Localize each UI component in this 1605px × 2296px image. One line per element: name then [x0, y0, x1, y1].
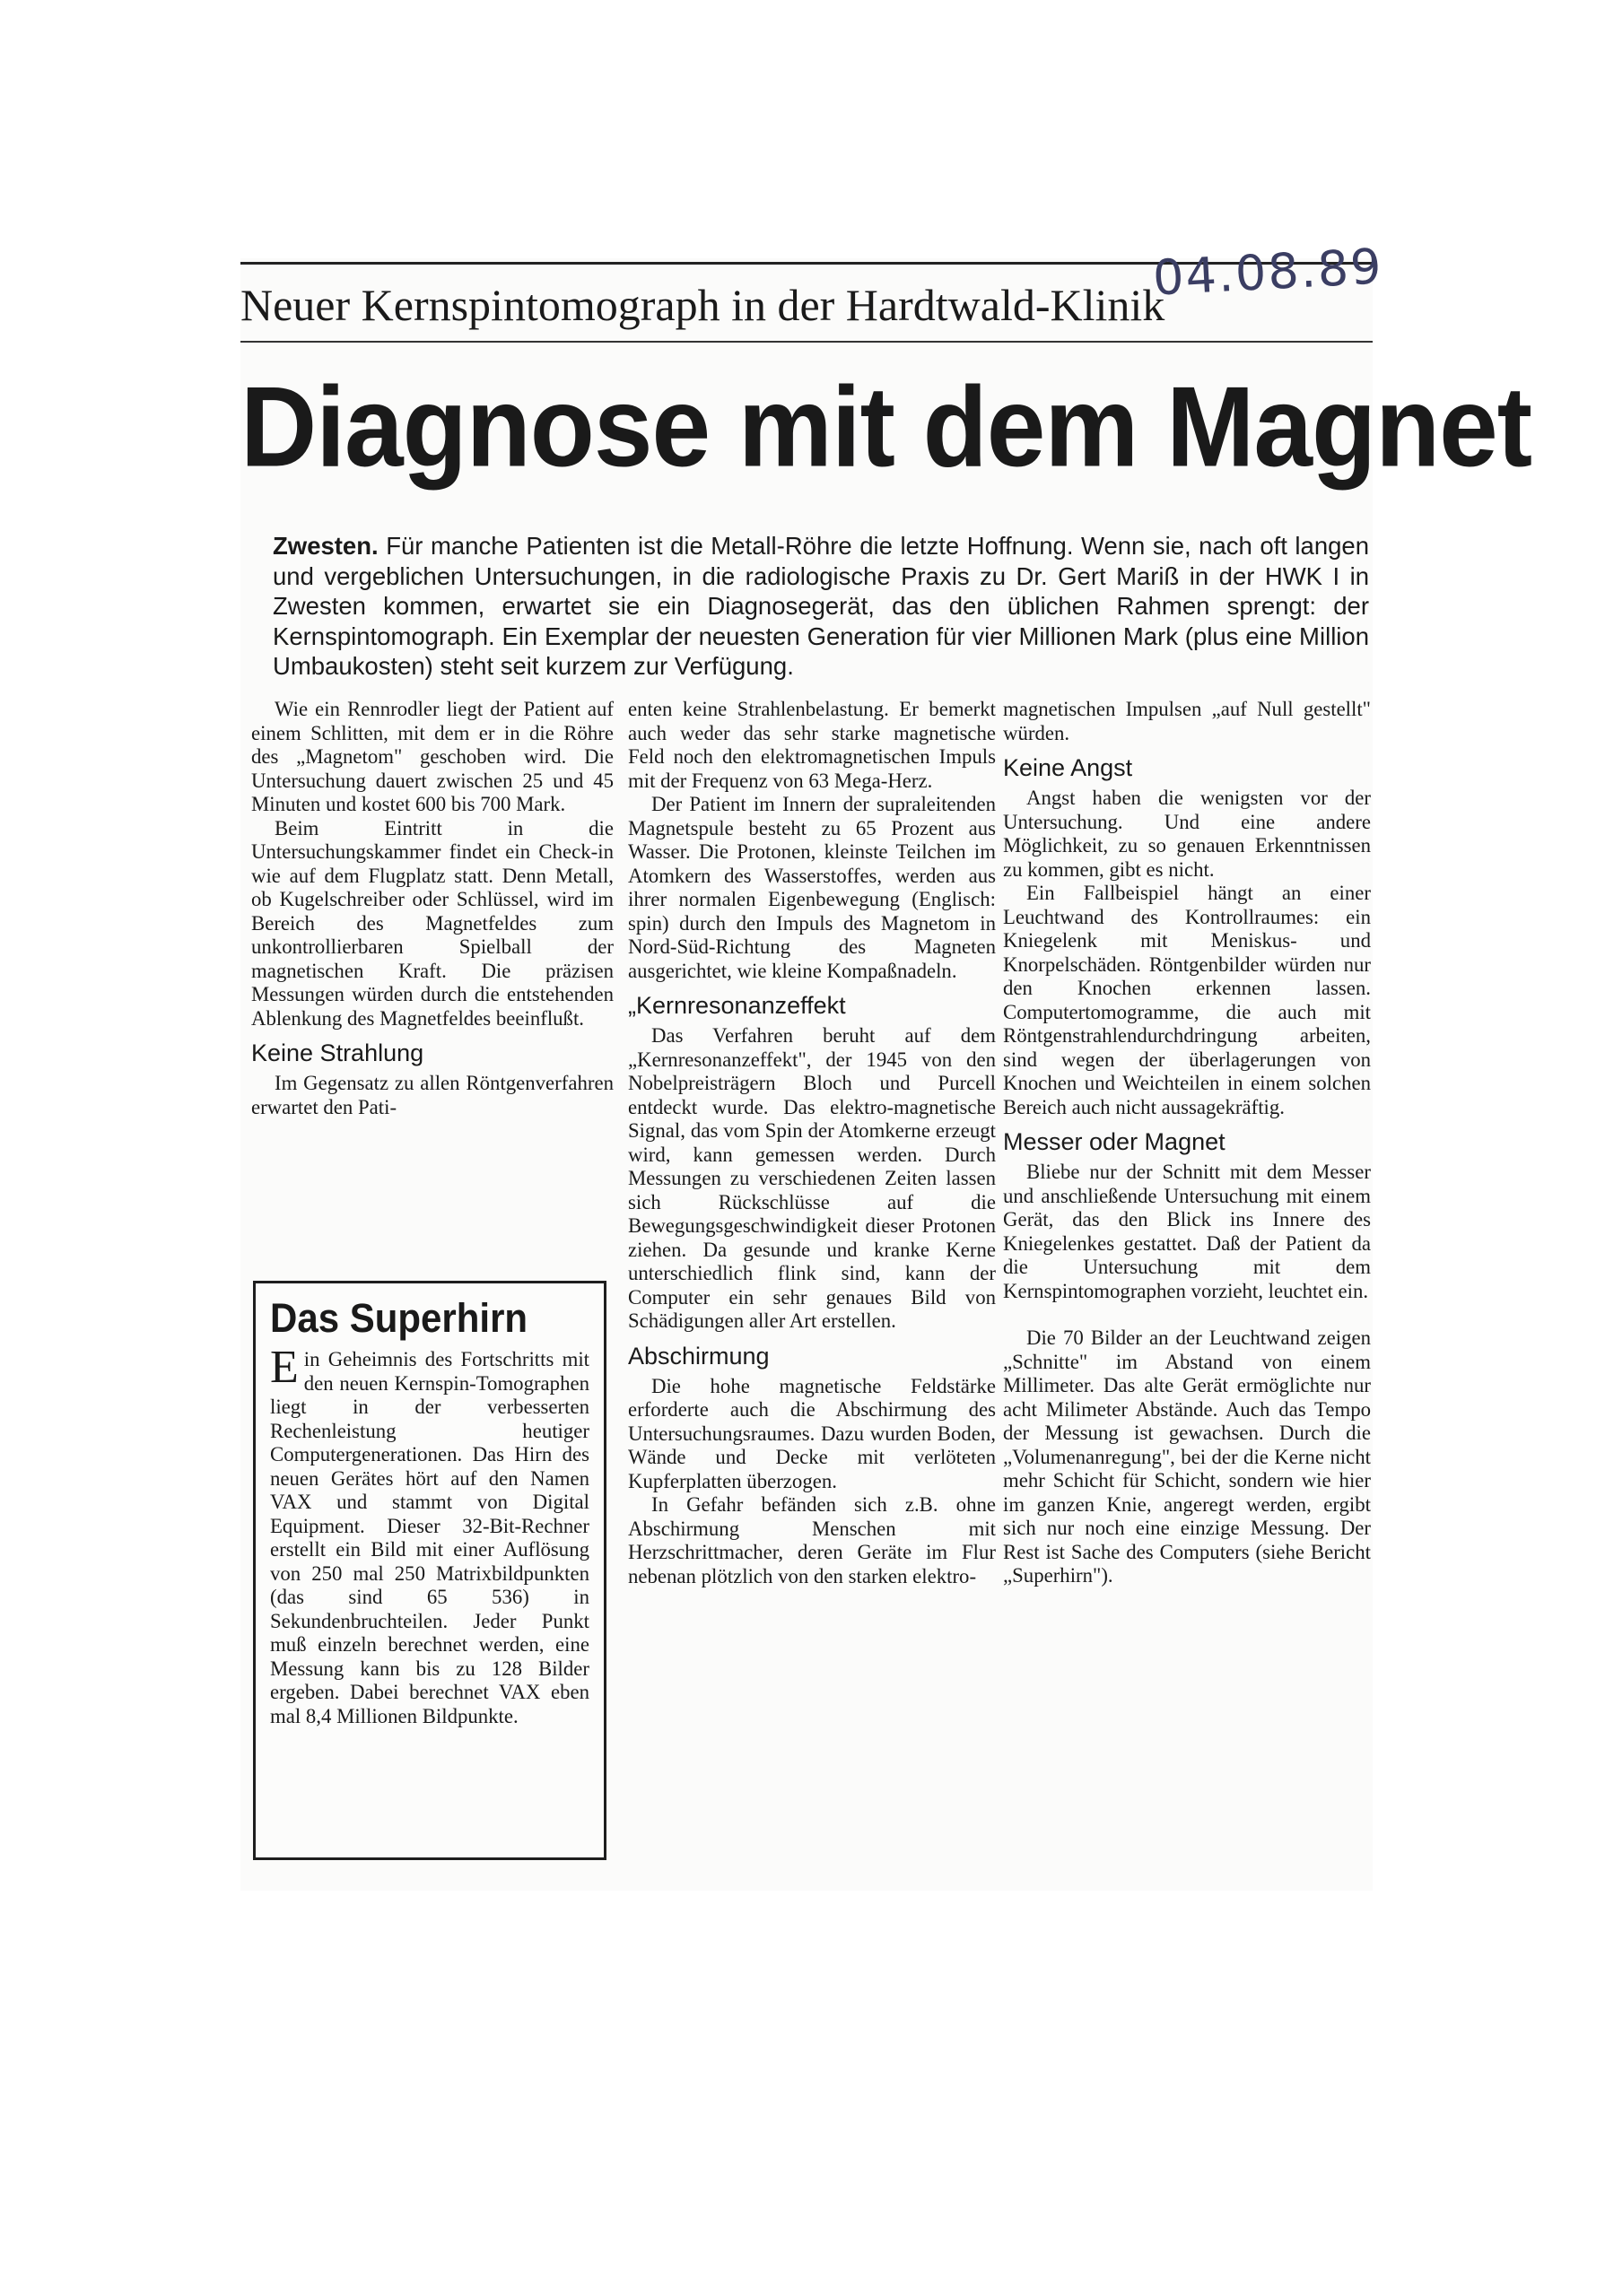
column-3-paragraph: Die 70 Bilder an der Leuchtwand zeigen „Schnitte" im Abstand von einem Millimeter. Das alte Gerät ermöglichte nur acht Milimeter Abstände. Auch das Tempo der Messung ist gewachsen. Durch die „Volumenanregung", bei der die Kerne nicht mehr Schicht für Schicht, sondern wie hier im ganzen Knie, angeregt werden, ergibt sich nur noch eine einzige Messung. Der Rest ist Sache des Computers (siehe Bericht „Superhirn").: [1003, 1326, 1371, 1587]
subheading-messer-oder-magnet: Messer oder Magnet: [1003, 1128, 1226, 1155]
column-2-paragraph: In Gefahr befänden sich z.B. ohne Abschirmung Menschen mit Herzschrittmacher, deren Geräte im Flur nebenan plötzlich von den starken elektro-: [628, 1493, 996, 1587]
subheading-keine-angst: Keine Angst: [1003, 754, 1133, 781]
subheading-keine-strahlung: Keine Strahlung: [251, 1039, 424, 1066]
main-headline: Diagnose mit dem Magnet: [240, 362, 1532, 491]
box-body: in Geheimnis des Fortschritts mit den neuen Kernspin-Tomographen liegt in der verbesserten Rechenleistung heutiger Computergenerationen. Das Hirn des neuen Gerätes hört auf den Namen VAX und stammt von Digital Equipment. Dieser 32-Bit-Rechner erstellt ein Bild mit einer Auflösung von 250 mal 250 Matrixbildpunkten (das sind 65 536) in Sekundenbruchteilen. Jeder Punkt muß einzeln berechnet werden, eine Messung kann bis zu 128 Bilder ergeben. Dabei berechnet VAX eben mal 8,4 Millionen Bildpunkte.: [270, 1348, 589, 1727]
column-2-paragraph: enten keine Strahlenbelastung. Er bemerkt auch weder das sehr starke magnetische Feld noch den elektromagnetischen Impuls mit der Frequenz von 63 Mega-Herz.: [628, 698, 996, 792]
kicker-rule: [240, 341, 1373, 343]
kicker-headline: Neuer Kernspintomograph in der Hardtwald-Klinik: [240, 280, 1165, 330]
sidebar-box-superhirn: [253, 1281, 606, 1860]
box-title: Das Superhirn: [270, 1295, 528, 1341]
column-2-paragraph: Der Patient im Innern der supraleitenden Magnetspule besteht zu 65 Prozent aus Wasser. Die Protonen, kleinste Teilchen im Atomkern des Wasserstoffes, werden aus ihrer normalen Eigenbewegung (Englisch: spin) durch den Impuls des Magnetom in Nord-Süd-Richtung des Magneten ausgerichtet, wie kleine Kompaßnadeln.: [628, 793, 996, 982]
column-3-paragraph: Bliebe nur der Schnitt mit dem Messer und anschließende Untersuchung mit einem Gerät, das den Blick ins Innere des Kniegelenkes gestattet. Daß der Patient da die Untersuchung mit dem Kernspintomographen vorzieht, leuchtet ein.: [1003, 1161, 1371, 1302]
lead-paragraph: [273, 531, 1369, 682]
column-1-paragraph: Im Gegensatz zu allen Röntgenverfahren erwartet den Pati-: [251, 1072, 614, 1118]
handwritten-date: 04.08.89: [1151, 238, 1384, 307]
drop-cap: E: [270, 1342, 299, 1393]
column-3-paragraph: magnetischen Impulsen „auf Null gestellt" würden.: [1003, 698, 1371, 744]
column-1-paragraph: Wie ein Rennrodler liegt der Patient auf einem Schlitten, mit dem er in die Röhre des „Magnetom" geschoben wird. Die Untersuchung dauert zwischen 25 und 45 Minuten und kostet 600 bis 700 Mark.: [251, 698, 614, 815]
subheading-abschirmung: Abschirmung: [628, 1342, 770, 1370]
lead-dateline: Zwesten.: [273, 532, 379, 560]
column-1: [251, 698, 614, 1119]
column-3: [1003, 698, 1371, 1588]
column-3-paragraph: Ein Fallbeispiel hängt an einer Leuchtwand des Kontrollraumes: ein Kniegelenk mit Meniskus- und Knorpelschäden. Röntgenbilder würden nur den Knochen erkennen lassen. Computertomogramme, die auch mit Röntgenstrahlendurchdringung arbeiten, sind wegen der überlagerungen von Knochen und Weichteilen in einem solchen Bereich auch nicht aussagekräftig.: [1003, 882, 1371, 1118]
column-2: [628, 698, 996, 1588]
paragraph-gap: [1003, 1303, 1371, 1326]
column-2-paragraph: Die hohe magnetische Feldstärke erforderte auch die Abschirmung des Untersuchungsraumes. Dazu wurden Boden, Wände und Decke mit verlöteten Kupferplatten überzogen.: [628, 1374, 996, 1492]
box-text: [270, 1342, 589, 1728]
column-2-paragraph: Das Verfahren beruht auf dem „Kernresonanzeffekt", der 1945 von den Nobelpreisträgern Bloch und Purcell entdeckt wurde. Das elektro-magnetische Signal, das vom Spin der Atomkerne erzeugt wird, kann gemessen werden. Durch Messungen zu verschiedenen Zeiten lassen sich Rückschlüsse auf die Bewegungsgeschwindigkeit dieser Protonen ziehen. Da gesunde und kranke Kerne unterschiedlich flink sind, kann der Computer ein sehr genaues Bild von Schädigungen aller Art erstellen.: [628, 1024, 996, 1332]
subheading-kernresonanzeffekt: „Kernresonanzeffekt: [628, 992, 846, 1019]
lead-text: Für manche Patienten ist die Metall-Röhre die letzte Hoffnung. Wenn sie, nach oft langen und vergeblichen Untersuchungen, in die radiologische Praxis zu Dr. Gert Mariß in der HWK I in Zwesten kommen, erwartet sie ein Diagnosegerät, das den üblichen Rahmen sprengt: der Kernspintomograph. Ein Exemplar der neuesten Generation für vier Millionen Mark (plus eine Million Umbaukosten) steht seit kurzem zur Verfügung.: [273, 532, 1369, 680]
column-1-paragraph: Beim Eintritt in die Untersuchungskammer findet ein Check-in wie auf dem Flugplatz statt. Denn Metall, ob Kugelschreiber oder Schlüssel, wird im Bereich des Magnetfeldes zum unkontrollierbaren Spielball der magnetischen Kraft. Die präzisen Messungen würden durch die entstehenden Ablenkung des Magnetfeldes beeinflußt.: [251, 816, 614, 1030]
column-3-paragraph: Angst haben die wenigsten vor der Untersuchung. Und eine andere Möglichkeit, zu so genauen Erkenntnissen zu kommen, gibt es nicht.: [1003, 787, 1371, 881]
